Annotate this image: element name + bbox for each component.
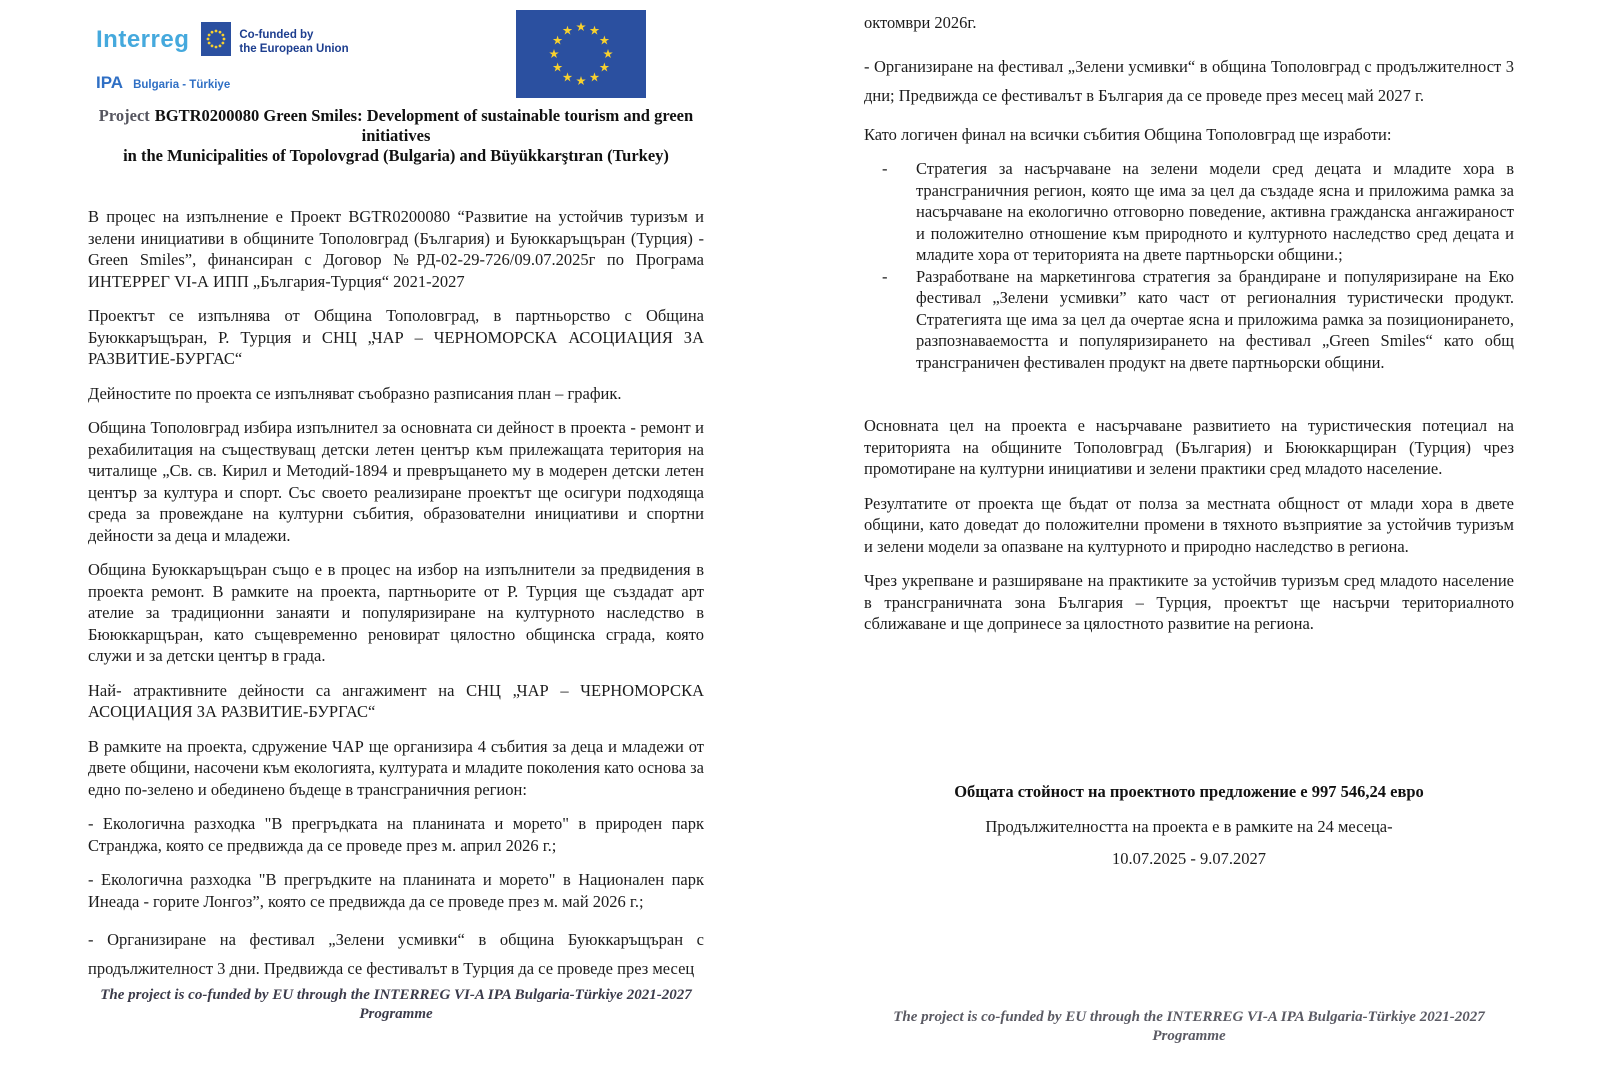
paragraph: Най- атрактивните дейности са ангажимент на СНЦ „ЧАР – ЧЕРНОМОРСКА АСОЦИАЦИЯ ЗА РАЗВИТИЕ-БУРГАС“ [88, 680, 704, 721]
project-totals [864, 782, 1514, 881]
eu-flag-image [516, 10, 646, 103]
list-item-text: Разработване на маркетингова стратегия за брандиране и популяризиране на Еко фестивал „Зелени усмивки” като част от регионалния туристически продукт. Стратегията ще има за цел да очертае ясна и приложима рамка за позиционирането, разпознаваемостта и популяризирането на фестивал „Green Smiles“ като общ трансграничен фестивален продукт на двете партньорски общини. [916, 266, 1514, 372]
duration-line: Продължителността на проекта е в рамките на 24 месеца- [985, 817, 1393, 836]
paragraph: В рамките на проекта, сдружение ЧАР ще организира 4 събития за деца и младежи от двете общини, насочени към екологията, културата и младите поколения като основа за едно по-зелено и обединено бъдеще в трансграничния регион: [88, 736, 704, 799]
project-title-text: BGTR0200080 Green Smiles: Development of sustainable tourism and green initiatives [154, 106, 694, 145]
bullet-paragraph: - Екологична разходка "В прегръдката на планината и морето" в природен парк Странджа, която се предвижда да се проведе през м. април 2026 г.; [88, 814, 704, 855]
cofunded-text [239, 28, 348, 56]
total-value-line: Общата стойност на проектното предложение е 997 546,24 евро [954, 782, 1424, 801]
paragraph: В процес на изпълнение е Проект BGTR0200080 “Развитие на устойчив туризъм и зелени инициативи в общините Тополовград (България) и Буюккаръщъран (Турция) - Green Smiles”, финансиран с Договор №РД-02-29-726/09.07.2025г по Програма ИНТЕРРЕГ VI-А ИПП „България-Турция“ 2021-2027 [88, 207, 704, 291]
footer-line2: Programme [1152, 1028, 1226, 1044]
paragraph: Основната цел на проекта е насърчаване развитието на туристическия потециал на територията на общините Тополовград (България) и Бююккарщиран (Турция) чрез промотиране на културни инициативи и зелени практики сред младото население. [864, 416, 1514, 478]
paragraph: Чрез укрепване и разширяване на практиките за устойчив туризъм сред младото население в трансграничната зона България – Турция, проектът ще насърчи териториалното сближаване и ще допринесе за цялостното развитие на региона. [864, 571, 1514, 633]
footer-line1: The project is co-funded by EU through the INTERREG VI-A IPA Bulgaria-Türkiye 2021-2027 [100, 987, 692, 1003]
project-title-line2: in the Municipalities of Topolovgrad (Bulgaria) and Büyükkarştıran (Turkey) [123, 146, 669, 165]
list-item [864, 266, 1514, 374]
project-title [88, 106, 704, 166]
project-title-line1 [88, 106, 704, 146]
paragraph: Община Буюккаръщъран също е в процес на избор на изпълнители за предвидения в проекта ремонт. В рамките на проекта, партньорите от Р. Турция ще създадат арт ателие за традиционни занаяти и популяризиране на културното наследство в Бююккарщъран, като същевременно реновират цялостно общинска сграда, която служи и за детски център в града. [88, 560, 704, 665]
paragraph: Резултатите от проекта ще бъдат от полза за местната общност от млади хора в двете общини, като доведат до положителни промени в тяхното възприятие за устойчив туризъм и зелени модели за опазване на културното и природно наследство в региона. [864, 493, 1514, 556]
footer-line1: The project is co-funded by EU through the INTERREG VI-A IPA Bulgaria-Türkiye 2021-2027 [893, 1009, 1485, 1025]
document-page-left [88, 0, 704, 1066]
ipa-wordmark: IPA [96, 73, 124, 92]
footer-line2: Programme [359, 1006, 433, 1022]
page-footer [864, 1008, 1514, 1046]
list-item [864, 158, 1514, 266]
interreg-logo [96, 22, 349, 93]
page-header [88, 12, 704, 104]
list-item-dash: - [882, 159, 888, 178]
list-item-dash: - [882, 266, 888, 286]
eu-emblem-icon [201, 22, 231, 61]
page-footer [88, 986, 704, 1024]
bullet-paragraph: - Екологична разходка "В прегръдките на планината и морето" в Национален парк Инеада - горите Лонгоз”, която се предвижда да се проведе през м. май 2026 г.; [88, 870, 704, 911]
paragraph: Като логичен финал на всички събития Община Тополовград ще изработи: [864, 124, 1392, 144]
project-title-prefix: Project [98, 106, 150, 125]
paragraph: Проектът се изпълнява от Община Тополовград, в партньорство с Община Буюккаръщъран, Р. Турция и СНЦ „ЧАР – ЧЕРНОМОРСКА АСОЦИАЦИЯ ЗА РАЗВИТИЕ-БУРГАС“ [88, 306, 704, 368]
list-item-text: Стратегия за насърчаване на зелени модели сред децата и младите хора в трансграничния регион, която ще има за цел да създаде ясна и приложима рамка за насърчаване на екологично отговорно поведение, активна гражданска ангажираност и положително отношение към природното и културното наследство сред децата и младите хора от територията на двете партньорски общини.; [916, 159, 1514, 264]
left-page-body [88, 206, 704, 983]
cofunded-line1: Co-funded by [239, 29, 314, 41]
dates-line: 10.07.2025 - 9.07.2027 [1112, 849, 1266, 868]
ipa-subtitle: Bulgaria - Türkiye [133, 79, 231, 91]
document-page-right [864, 0, 1514, 1066]
bullet-paragraph: - Организиране на фестивал „Зелени усмивки“ в община Тополовград с продължителност 3 дни; Предвижда се фестивалът в България да се проведе през месец май 2027 г. [864, 56, 1514, 105]
paragraph: октомври 2026г. [864, 13, 977, 32]
paragraph: Община Тополовград избира изпълнител за основната си дейност в проекта - ремонт и рехабилитация на съществуващ детски летен център към прилежащата територия на читалище „Св. св. Кирил и Методий-1894 и превръщането му в модерен детски летен център за култура и спорт. Със своето реализиране проектът ще осигури подходяща среда за провеждане на културни събития, образователни инициативи и спортни дейности за деца и младежи. [88, 418, 704, 545]
cofunded-line2: the European Union [239, 43, 349, 55]
interreg-wordmark: Interreg [96, 26, 190, 53]
dash-list [864, 158, 1514, 373]
right-page-body [864, 12, 1514, 648]
paragraph: Дейностите по проекта се изпълняват съобразно разписания план – график. [88, 383, 622, 403]
bullet-paragraph: - Организиране на фестивал „Зелени усмивки“ в община Буюккаръщъран с продължителност 3 дни. Предвижда се фестивалът в Турция да се проведе през месец [88, 930, 704, 978]
